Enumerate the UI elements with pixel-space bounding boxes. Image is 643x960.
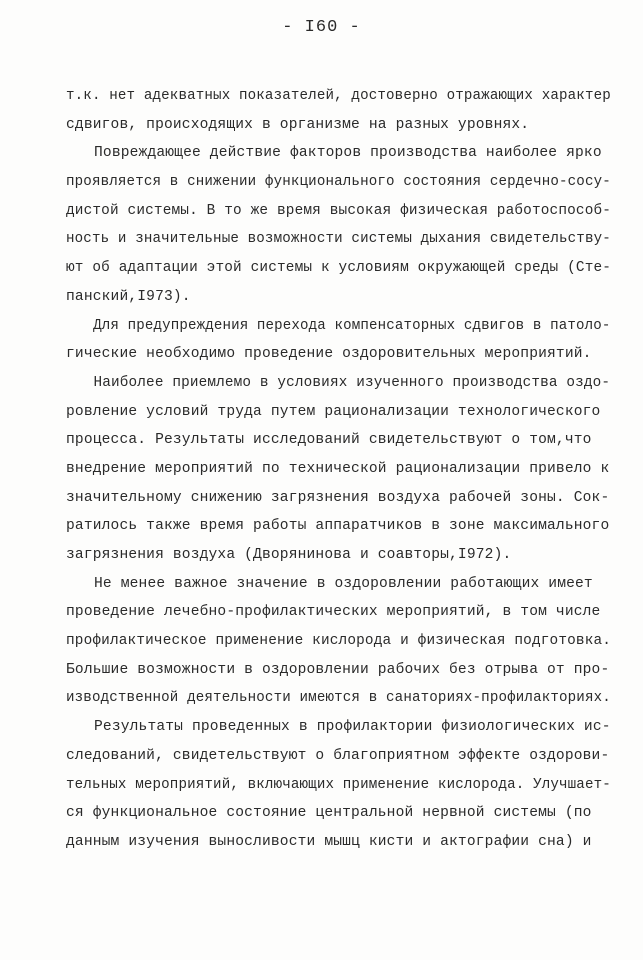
text-line: Результаты проведенных в профилактории физиологических ис- bbox=[94, 719, 611, 736]
text-line: Наиболее приемлемо в условиях изученного производства оздо- bbox=[93, 374, 611, 391]
text-line: т.к. нет адекватных показателей, достоверно отражающих характер bbox=[66, 88, 611, 104]
text-line: значительному снижению загрязнения воздуха рабочей зоны. Сок- bbox=[66, 489, 610, 506]
text-line: гические необходимо проведение оздоровительных мероприятий. bbox=[66, 346, 592, 363]
text-line: проведение лечебно-профилактических мероприятий, в том числе bbox=[66, 604, 601, 621]
text-line: дистой системы. В то же время высокая физическая работоспособ- bbox=[66, 202, 612, 219]
text-line: тельных мероприятий, включающих применение кислорода. Улучшает- bbox=[66, 776, 611, 793]
text-line: ность и значительные возможности системы дыхания свидетельству- bbox=[66, 231, 611, 248]
text-line: ратилось также время работы аппаратчиков в зоне максимального bbox=[66, 518, 610, 535]
text-line: процесса. Результаты исследований свидетельствуют о том,что bbox=[66, 432, 592, 449]
text-line: панский,I973). bbox=[66, 288, 191, 305]
page-number: - I60 - bbox=[282, 18, 361, 37]
text-line: Для предупреждения перехода компенсаторных сдвигов в патоло- bbox=[93, 317, 611, 334]
text-line: сдвигов, происходящих в организме на разных уровнях. bbox=[66, 116, 530, 133]
text-line: Повреждающее действие факторов производства наиболее ярко bbox=[94, 145, 602, 162]
text-line: внедрение мероприятий по технической рационализации привело к bbox=[66, 460, 610, 477]
text-line: ют об адаптации этой системы к условиям окружающей среды (Сте- bbox=[66, 260, 612, 277]
text-line: Большие возможности в оздоровлении рабочих без отрыва от про- bbox=[66, 661, 610, 678]
text-line: ровление условий труда путем рационализации технологического bbox=[66, 403, 601, 420]
text-line: проявляется в снижении функционального состояния сердечно-сосу- bbox=[66, 174, 611, 191]
text-line: ся функциональное состояние центральной нервной системы (по bbox=[66, 805, 592, 822]
text-line: следований, свидетельствуют о благоприятном эффекте оздорови- bbox=[66, 747, 610, 764]
text-line: профилактическое применение кислорода и физическая подготовка. bbox=[66, 633, 612, 650]
text-line: загрязнения воздуха (Дворянинова и соавторы,I972). bbox=[66, 547, 512, 563]
text-line: Не менее важное значение в оздоровлении работающих имеет bbox=[94, 575, 593, 592]
text-line: данным изучения выносливости мышц кисти и актографии сна) и bbox=[66, 833, 592, 850]
text-line: изводственной деятельности имеются в санаториях-профилакториях. bbox=[66, 690, 611, 707]
body-text bbox=[66, 82, 611, 857]
